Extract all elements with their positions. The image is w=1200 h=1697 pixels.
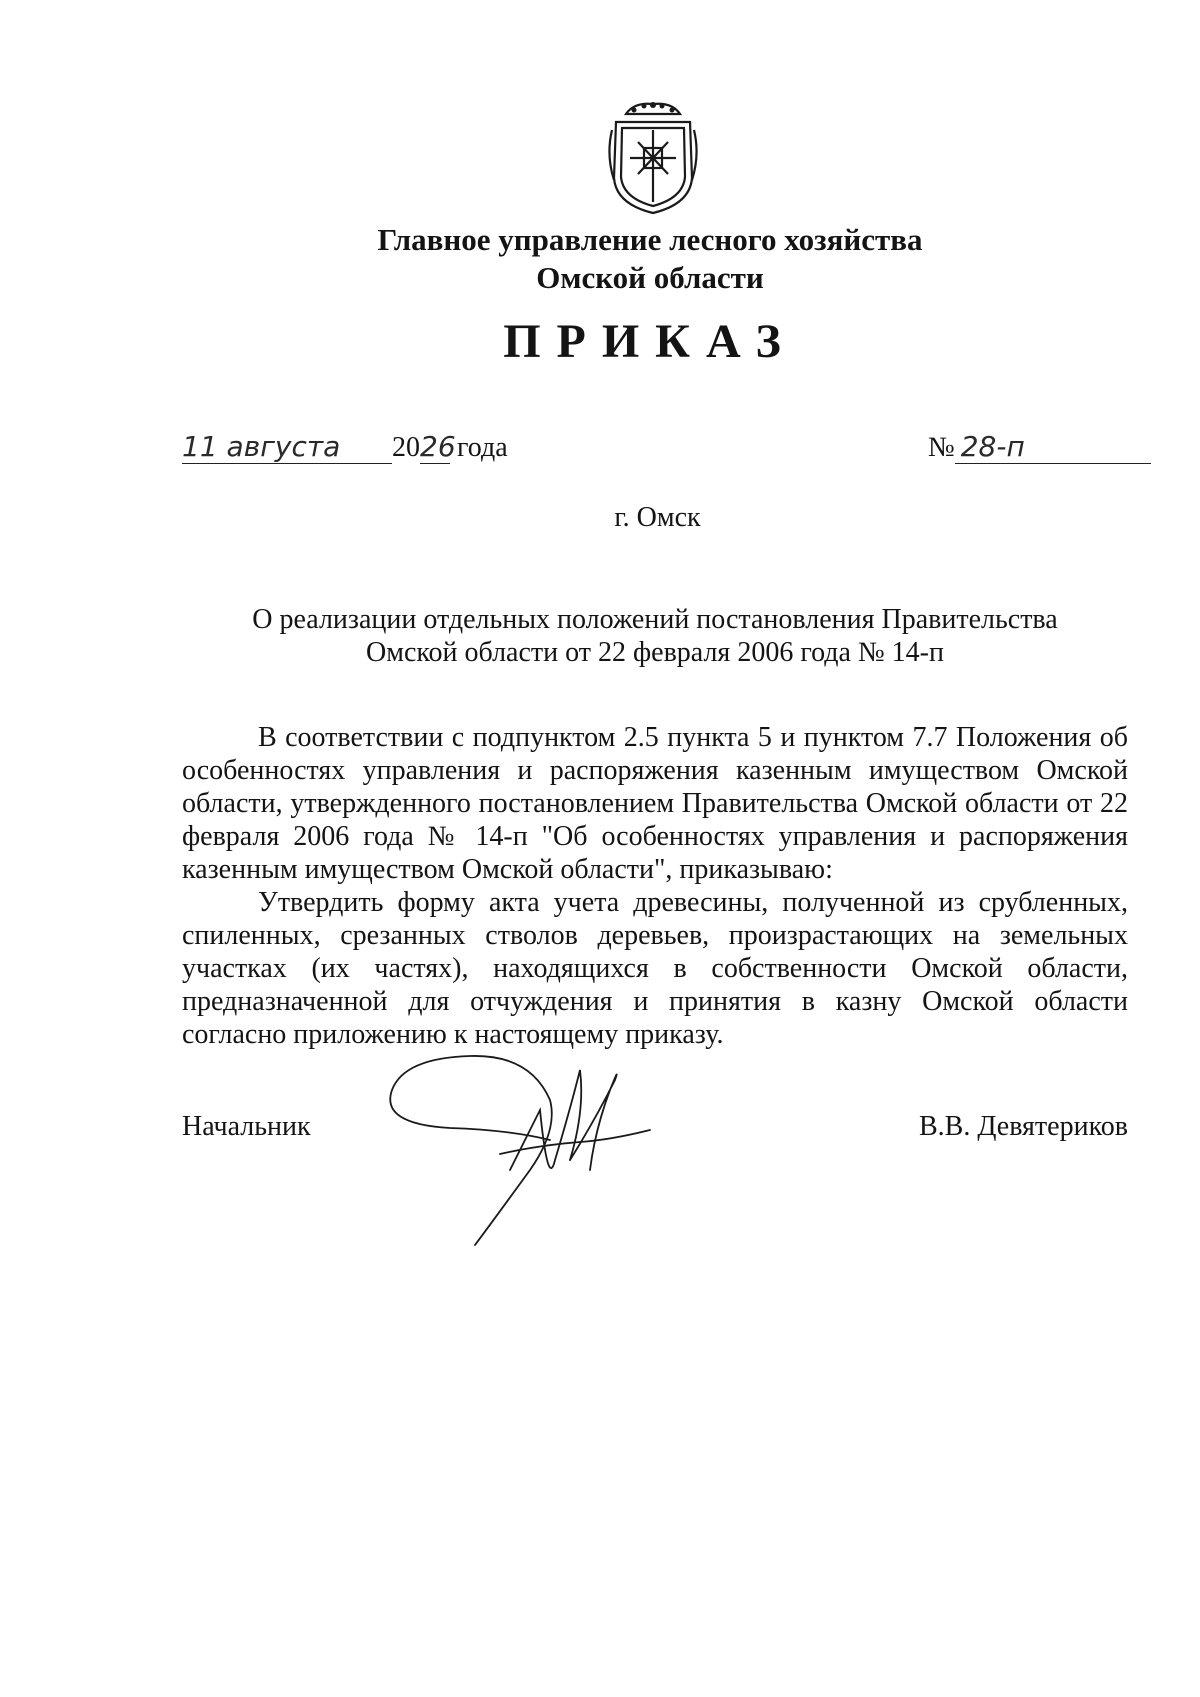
body-paragraph-2: Утвердить форму акта учета древесины, полученной из срубленных, спиленных, срезанных стволов деревьев, произрастающих на земельных участках (их частях), находящихся в собственности Омской области, предназначенной для отчуждения и принятия в казну Омской области согласно приложению к настоящему приказу. [182, 887, 1128, 1050]
date-field [182, 430, 508, 464]
signatory-name: В.В. Девятериков [918, 1111, 1128, 1142]
document-title: ПРИКАЗ [503, 315, 797, 368]
body-paragraph-1: В соответствии с подпунктом 2.5 пункта 5 и пунктом 7.7 Положения об особенностях управления и распоряжения казенным имуществом Омской области, утвержденного постановлением Правительства Омской области от 22 февраля 2006 года № 14-п "Об особенностях управления и распоряжения казенным имуществом Омской области", приказываю: [182, 722, 1128, 885]
year-prefix: 20 [392, 432, 420, 463]
handwritten-signature [380, 1050, 700, 1250]
subject-line1: О реализации отдельных положений постановления Правительства [252, 604, 1058, 635]
subject-line2: Омской области от 22 февраля 2006 года № 14-п [366, 637, 944, 668]
signatory-position: Начальник [182, 1111, 311, 1142]
place-city: г. Омск [614, 502, 701, 533]
order-number-field [928, 430, 1151, 464]
body-text [182, 721, 1128, 1051]
order-number-handwritten: 28-п [955, 430, 1151, 464]
year-suffix: года [457, 432, 508, 463]
year-handwritten: 26 [420, 430, 456, 463]
organization-name-line2: Омской области [536, 260, 764, 295]
number-sign: № [928, 432, 955, 463]
date-handwritten: 11 августа [182, 430, 392, 464]
coat-of-arms-emblem [604, 100, 702, 217]
organization-name-line1: Главное управление лесного хозяйства [377, 222, 923, 257]
